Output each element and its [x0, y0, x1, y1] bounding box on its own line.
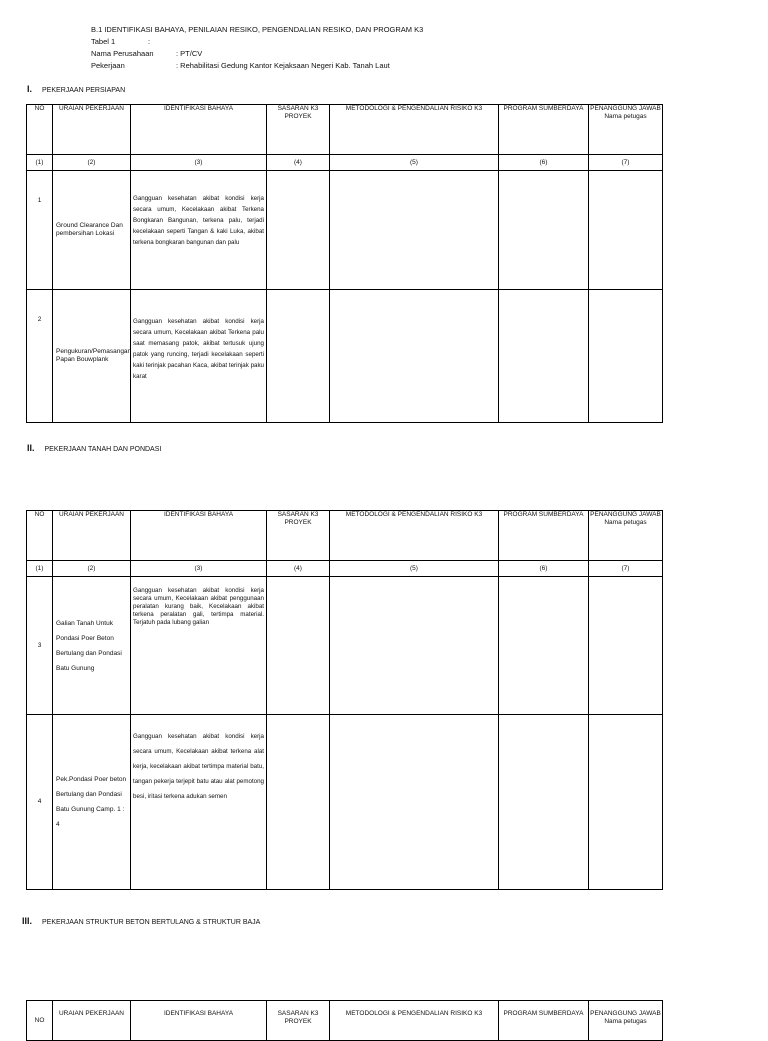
row-identifikasi: Gangguan kesehatan akibat kondisi kerja secara umum, Kecelakaan akibat penggunaan peralatan kurang baik, Kecelakaan akibat terkena peralatan gali, tertimpa material. Terjatuh pada lubang galian [131, 577, 267, 715]
perusahaan-value: : PT/CV [176, 49, 203, 58]
section-3-heading: III. PEKERJAAN STRUKTUR BETON BERTULANG & STRUKTUR BAJA [22, 916, 261, 926]
col-number: (7) [589, 561, 663, 577]
tabel-separator: : [148, 37, 151, 46]
col-no: NO [27, 105, 53, 155]
row-program [499, 577, 589, 715]
col-uraian: URAIAN PEKERJAAN [53, 511, 131, 561]
row-metodologi [330, 290, 499, 423]
col-metodologi: METODOLOGI & PENGENDALIAN RISIKO K3 [330, 105, 499, 155]
col-number: (7) [589, 155, 663, 171]
col-number: (1) [27, 155, 53, 171]
row-identifikasi: Gangguan kesehatan akibat kondisi kerja secara umum, Kecelakaan akibat Terkena palu saat memasang patok, akibat tertusuk ujung patok yang runcing, terjadi kecelakaan seperti kaki terinjak pacahan Kaca, akibat terinjak paku karat [131, 290, 267, 423]
row-no: 2 [27, 290, 53, 423]
section-3-table [26, 1000, 663, 1041]
row-no: 4 [27, 715, 53, 890]
col-penanggung: PENANGGUNG JAWAB Nama petugas [589, 105, 663, 155]
row-sasaran [267, 577, 330, 715]
col-number: (6) [499, 155, 589, 171]
col-number: (5) [330, 561, 499, 577]
row-uraian: Galian Tanah Untuk Pondasi Poer Beton Bertulang dan Pondasi Batu Gunung [53, 577, 131, 715]
col-sasaran: SASARAN K3 PROYEK [267, 105, 330, 155]
col-number: (4) [267, 561, 330, 577]
table-row [27, 715, 663, 890]
col-number: (3) [131, 155, 267, 171]
col-number: (5) [330, 155, 499, 171]
row-metodologi [330, 715, 499, 890]
row-identifikasi: Gangguan kesehatan akibat kondisi kerja secara umum, Kecelakaan akibat Terkena Bongkaran Bangunan, terkena palu, terjadi kecelakaan seperti Tangan & kaki Luka, akibat terkena bongkaran bangunan dan palu [131, 171, 267, 290]
col-program: PROGRAM SUMBERDAYA [499, 511, 589, 561]
pekerjaan-value: : Rehabilitasi Gedung Kantor Kejaksaan Negeri Kab. Tanah Laut [176, 61, 390, 70]
tabel-label: Tabel 1 [91, 37, 116, 46]
row-program [499, 715, 589, 890]
col-penanggung: PENANGGUNG JAWAB Nama petugas [589, 511, 663, 561]
table-row [27, 290, 663, 423]
row-penanggung [589, 577, 663, 715]
row-uraian: Pek.Pondasi Poer beton Bertulang dan Pondasi Batu Gunung Camp. 1 : 4 [53, 715, 131, 890]
col-no: NO [27, 511, 53, 561]
section-2-heading: II. PEKERJAAN TANAH DAN PONDASI [27, 443, 162, 453]
col-no: NO [27, 1001, 53, 1041]
col-number: (6) [499, 561, 589, 577]
perusahaan-label: Nama Perusahaan [91, 49, 154, 58]
row-uraian: Pengukuran/Pemasangan Papan Bouwplank [53, 290, 131, 423]
row-sasaran [267, 290, 330, 423]
col-uraian: URAIAN PEKERJAAN [53, 105, 131, 155]
col-number: (3) [131, 561, 267, 577]
col-program: PROGRAM SUMBERDAYA [499, 105, 589, 155]
col-sasaran: SASARAN K3 PROYEK [267, 1001, 330, 1041]
col-identifikasi: IDENTIFIKASI BAHAYA [131, 105, 267, 155]
col-penanggung: PENANGGUNG JAWAB Nama petugas [589, 1001, 663, 1041]
row-program [499, 290, 589, 423]
row-no: 3 [27, 577, 53, 715]
section-1-table [26, 104, 663, 423]
col-sasaran: SASARAN K3 PROYEK [267, 511, 330, 561]
col-program: PROGRAM SUMBERDAYA [499, 1001, 589, 1041]
col-identifikasi: IDENTIFIKASI BAHAYA [131, 1001, 267, 1041]
row-program [499, 171, 589, 290]
row-penanggung [589, 715, 663, 890]
section-1-heading: I. PEKERJAAN PERSIAPAN [27, 84, 126, 94]
col-uraian: URAIAN PEKERJAAN [53, 1001, 131, 1041]
row-penanggung [589, 290, 663, 423]
row-sasaran [267, 715, 330, 890]
row-uraian: Ground Clearance Dan pembersihan Lokasi [53, 171, 131, 290]
section-2-table [26, 510, 663, 890]
col-metodologi: METODOLOGI & PENGENDALIAN RISIKO K3 [330, 1001, 499, 1041]
col-number: (2) [53, 561, 131, 577]
row-penanggung [589, 171, 663, 290]
pekerjaan-label: Pekerjaan [91, 61, 125, 70]
col-metodologi: METODOLOGI & PENGENDALIAN RISIKO K3 [330, 511, 499, 561]
row-sasaran [267, 171, 330, 290]
row-identifikasi: Gangguan kesehatan akibat kondisi kerja secara umum, Kecelakaan akibat terkena alat kerja, kecelakaan akibat tertimpa material batu, tangan pekerja terjepit batu atau alat pemotong besi, iritasi terkena adukan semen [131, 715, 267, 890]
document-title: B.1 IDENTIFIKASI BAHAYA, PENILAIAN RESIKO, PENGENDALIAN RESIKO, DAN PROGRAM K3 [91, 25, 424, 34]
row-metodologi [330, 171, 499, 290]
table-row [27, 577, 663, 715]
col-identifikasi: IDENTIFIKASI BAHAYA [131, 511, 267, 561]
table-row [27, 171, 663, 290]
row-metodologi [330, 577, 499, 715]
row-no: 1 [27, 171, 53, 290]
col-number: (4) [267, 155, 330, 171]
col-number: (2) [53, 155, 131, 171]
col-number: (1) [27, 561, 53, 577]
